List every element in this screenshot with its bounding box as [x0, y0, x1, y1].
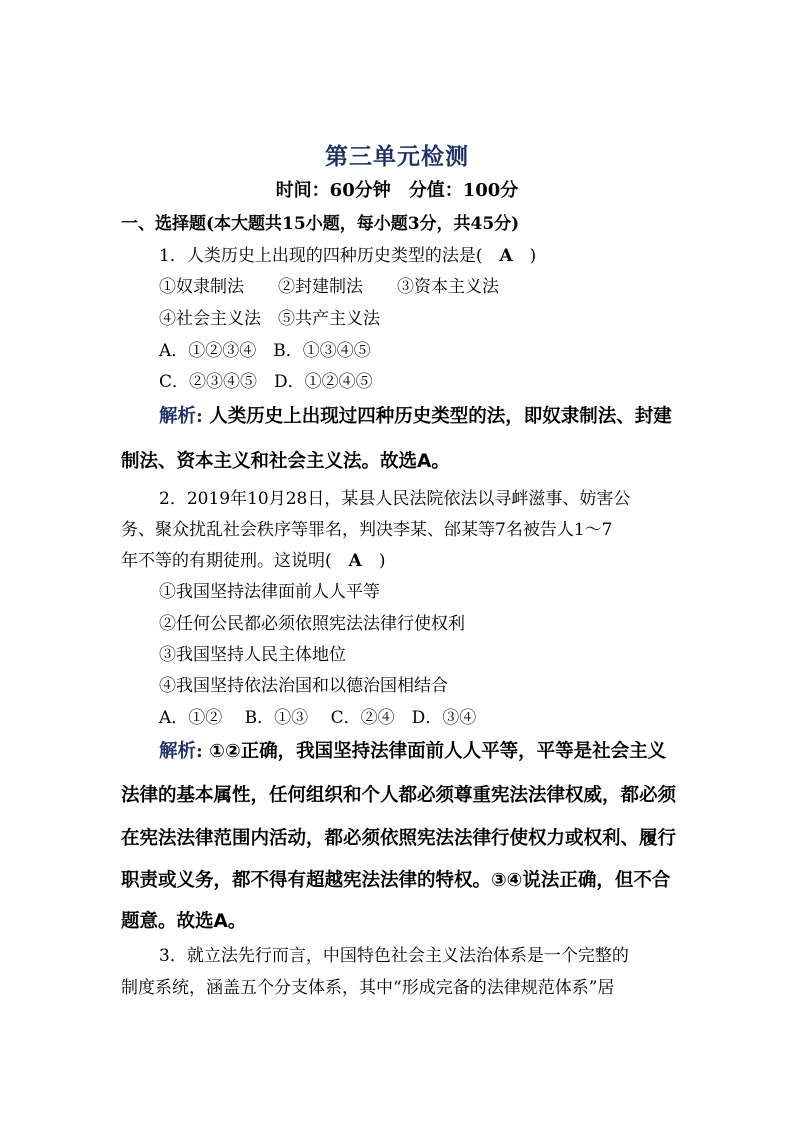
section-heading: 一、选择题(本大题共15小题，每小题3分，共45分): [121, 214, 520, 234]
q2-choices: A．①② B．①③ C．②④ D．③④: [159, 708, 477, 728]
q2-option-2: ②任何公民都必须依照宪法法律行使权利: [159, 614, 465, 634]
q1-choices-2: C．②③④⑤ D．①②④⑤: [159, 372, 373, 392]
page-title: 第三单元检测: [325, 143, 469, 170]
q1-stem-text: 1．人类历史上出现的四种历史类型的法是(: [159, 246, 500, 266]
q2-stem-2: 务、聚众扰乱社会秩序等罪名，判决李某、邰某等7名被告人1～7: [121, 520, 613, 540]
q1-explanation-1: [159, 405, 672, 429]
q1-stem: [159, 244, 536, 268]
q1-close: ): [512, 246, 537, 266]
q1-options-2: ④社会主义法 ⑤共产主义法: [159, 309, 380, 329]
q2-explanation-1: [159, 740, 666, 764]
q3-stem-2: 制度系统，涵盖五个分支体系，其中“形成完备的法律规范体系”居: [121, 978, 615, 998]
q1-explanation-2: 制法、资本主义和社会主义法。故选A。: [121, 451, 450, 472]
q1-explanation-text: 人类历史上出现过四种历史类型的法，即奴隶制法、封建: [202, 406, 672, 427]
q2-stem-text: 年不等的有期徒刑。这说明(: [121, 551, 349, 571]
q2-option-4: ④我国坚持依法治国和以德治国相结合: [159, 676, 448, 696]
q2-close: ): [361, 551, 386, 571]
q2-stem-1: 2．2019年10月28日，某县人民法院依法以寻衅滋事、妨害公: [159, 489, 631, 509]
q2-explanation-4: 职责或义务，都不得有超越宪法法律的特权。③④说法正确，但不合: [121, 870, 671, 891]
q2-explanation-text: ①②正确，我国坚持法律面前人人平等，平等是社会主义: [202, 741, 667, 762]
q3-stem-1: 3．就立法先行而言，中国特色社会主义法治体系是一个完整的: [159, 946, 629, 966]
q2-explanation-5: 题意。故选A。: [121, 911, 247, 932]
q2-option-1: ①我国坚持法律面前人人平等: [159, 582, 380, 602]
q2-explanation-label: 解析:: [159, 741, 203, 762]
exam-time-score: 时间：60分钟 分值：100分: [275, 180, 519, 201]
q1-explanation-label: 解析:: [159, 406, 203, 427]
q1-options-1: ①奴隶制法 ②封建制法 ③资本主义法: [159, 277, 499, 297]
q2-explanation-3: 在宪法法律范围内活动，都必须依照宪法法律行使权力或权利、履行: [121, 828, 677, 849]
q2-answer: A: [348, 551, 362, 571]
q1-choices-1: A．①②③④ B．①③④⑤: [159, 341, 371, 361]
q2-stem-3: [121, 549, 385, 573]
q2-explanation-2: 法律的基本属性，任何组织和个人都必须尊重宪法法律权威，都必须: [121, 785, 677, 806]
q1-answer: A: [499, 246, 513, 266]
q2-option-3: ③我国坚持人民主体地位: [159, 645, 346, 665]
